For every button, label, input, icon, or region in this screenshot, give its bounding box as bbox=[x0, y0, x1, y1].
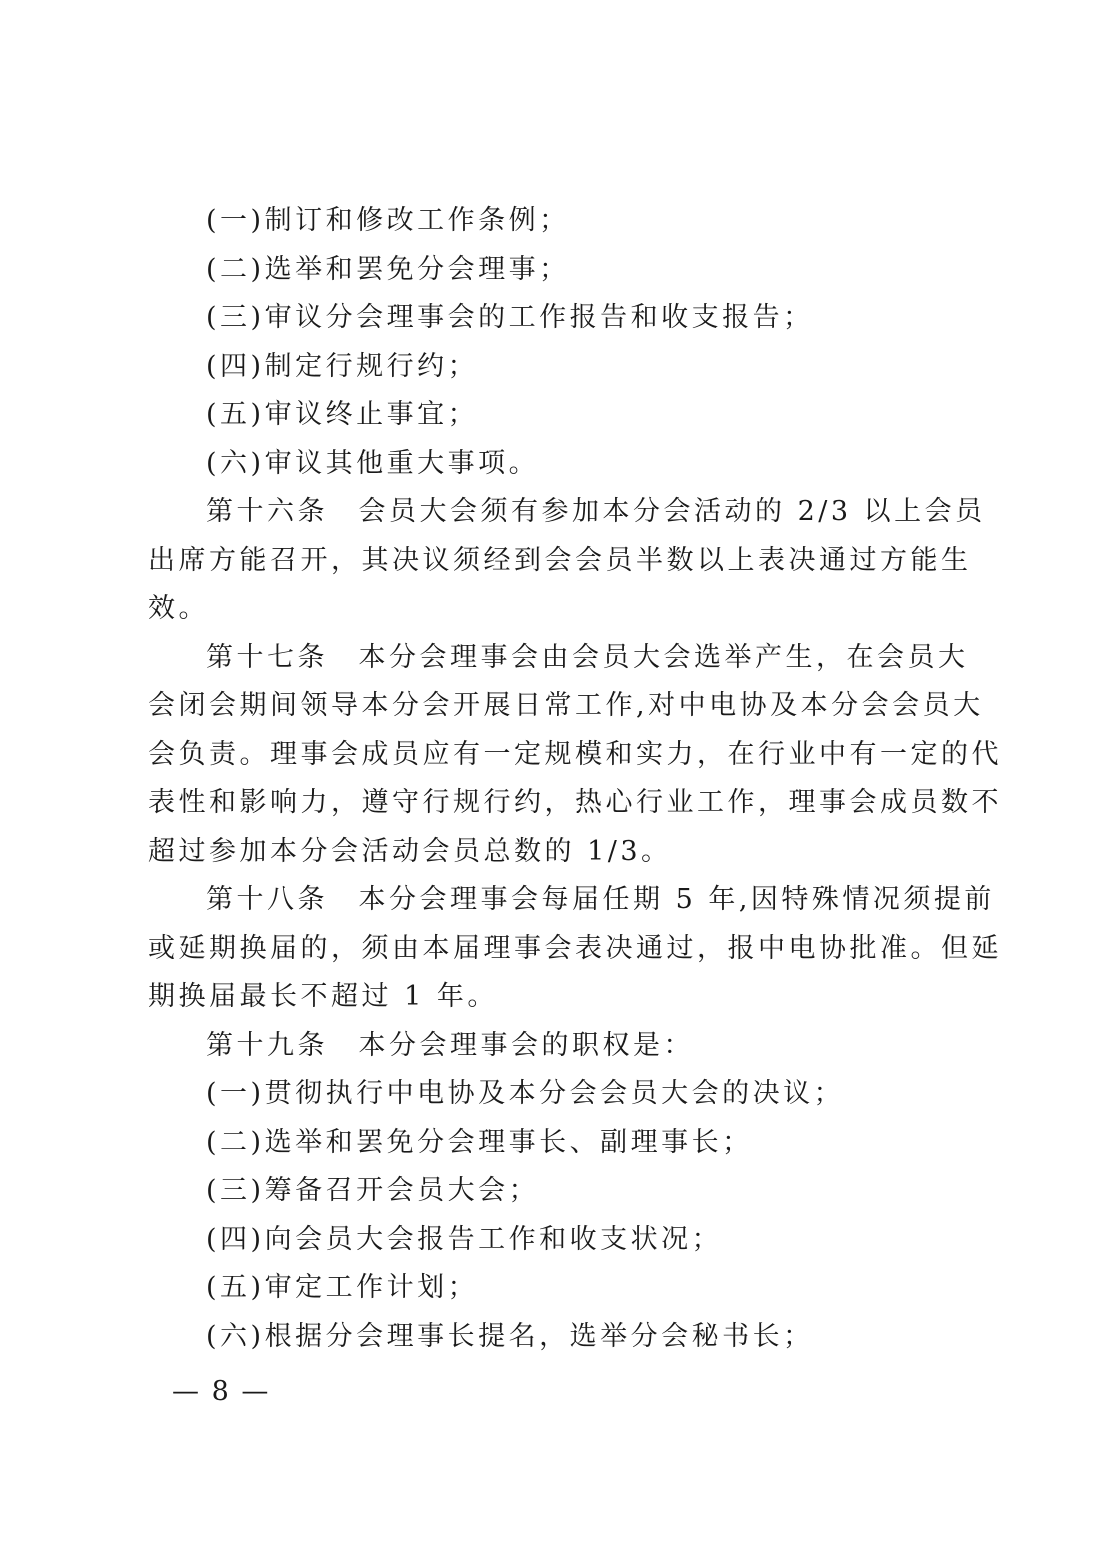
list-item: (三)筹备召开会员大会； bbox=[206, 1175, 540, 1206]
list-item: (六)根据分会理事长提名，选举分会秘书长； bbox=[206, 1320, 814, 1352]
list-item: (六)审议其他重大事项。 bbox=[206, 447, 540, 479]
article-line: 第十八条 本分会理事会每届任期 5 年,因特殊情况须提前 bbox=[206, 884, 995, 915]
article-line: 效。 bbox=[148, 593, 209, 624]
article-line: 表性和影响力，遵守行规行约，热心行业工作，理事会成员数不 bbox=[148, 787, 1002, 818]
article-line: 会闭会期间领导本分会开展日常工作,对中电协及本分会会员大 bbox=[148, 690, 984, 721]
article-line: 或延期换届的，须由本届理事会表决通过，报中电协批准。但延 bbox=[148, 932, 1002, 964]
page-body bbox=[148, 197, 1002, 1361]
list-item: (二)选举和罢免分会理事长、副理事长； bbox=[206, 1126, 753, 1158]
article-19 bbox=[148, 1022, 956, 1071]
council-powers-list bbox=[148, 1070, 956, 1361]
article-line: 第十九条 本分会理事会的职权是： bbox=[206, 1029, 694, 1061]
assembly-powers-list bbox=[148, 197, 956, 488]
list-item: (四)向会员大会报告工作和收支状况； bbox=[206, 1223, 723, 1255]
list-item: (四)制定行规行约； bbox=[206, 350, 479, 382]
article-17 bbox=[148, 634, 1002, 877]
list-item: (三)审议分会理事会的工作报告和收支报告； bbox=[206, 302, 814, 333]
list-item: (五)审议终止事宜； bbox=[206, 399, 479, 430]
article-line: 会负责。理事会成员应有一定规模和实力，在行业中有一定的代 bbox=[148, 738, 1002, 770]
article-16 bbox=[148, 488, 986, 634]
list-item: (一)制订和修改工作条例； bbox=[206, 205, 570, 236]
article-18 bbox=[148, 876, 1002, 1022]
list-item: (一)贯彻执行中电协及本分会会员大会的决议； bbox=[206, 1078, 845, 1109]
article-line: 超过参加本分会活动会员总数的 1/3。 bbox=[148, 835, 672, 867]
article-line: 第十七条 本分会理事会由会员大会选举产生，在会员大 bbox=[206, 641, 969, 673]
article-line: 第十六条 会员大会须有参加本分会活动的 2/3 以上会员 bbox=[206, 496, 986, 527]
page-number: — 8 — bbox=[172, 1376, 271, 1407]
article-line: 期换届最长不超过 1 年。 bbox=[148, 981, 498, 1012]
article-line: 出席方能召开，其决议须经到会会员半数以上表决通过方能生 bbox=[148, 544, 972, 576]
list-item: (五)审定工作计划； bbox=[206, 1272, 479, 1303]
list-item: (二)选举和罢免分会理事； bbox=[206, 253, 570, 285]
